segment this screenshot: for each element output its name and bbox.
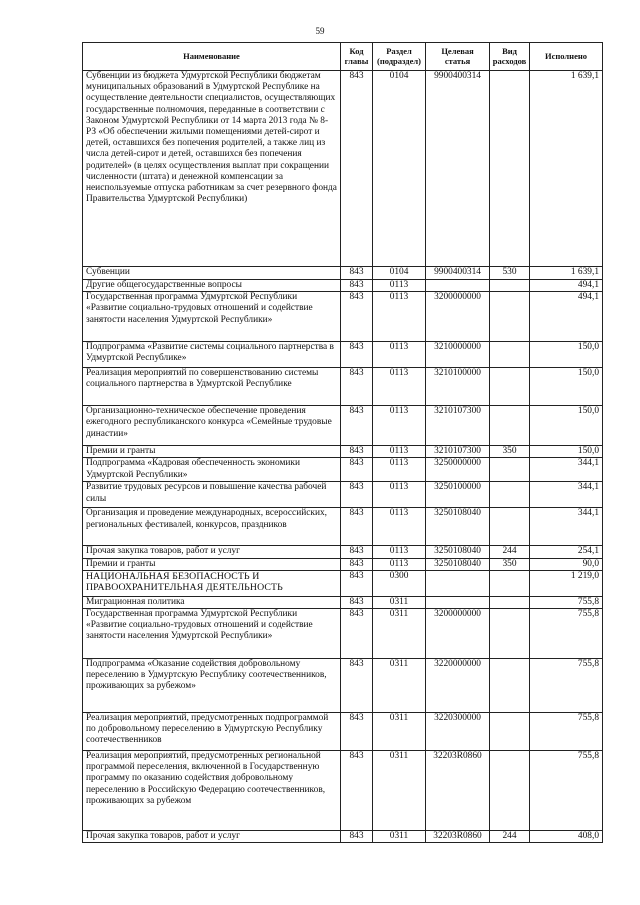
row-section: 0104 xyxy=(373,267,426,280)
row-expense-type: 350 xyxy=(490,446,530,458)
row-expense-type xyxy=(490,508,530,546)
row-chapter: 843 xyxy=(341,659,373,713)
table-row xyxy=(83,342,603,368)
table-row xyxy=(83,71,603,267)
row-total: 254,1 xyxy=(530,546,603,558)
table-header-row xyxy=(83,43,603,71)
row-section: 0311 xyxy=(373,713,426,751)
row-article: 3250100000 xyxy=(426,482,490,508)
row-article xyxy=(426,596,490,608)
table-row xyxy=(83,406,603,446)
header-expense-type: Вид расходов xyxy=(490,43,530,71)
row-total: 494,1 xyxy=(530,292,603,342)
row-name: Премии и гранты xyxy=(83,558,341,570)
row-chapter: 843 xyxy=(341,267,373,280)
row-name: Субвенции xyxy=(83,267,341,280)
row-article: 9900400314 xyxy=(426,267,490,280)
row-name: Развитие трудовых ресурсов и повышение качества рабочей силы xyxy=(83,482,341,508)
row-article: 3220300000 xyxy=(426,713,490,751)
row-article: 3220000000 xyxy=(426,659,490,713)
row-name: Реализация мероприятий, предусмотренных региональной программой переселения, включенной в Государственную программу по оказанию содействия добровольному переселению в Российскую Федерацию соотечественников, проживающих за рубежом xyxy=(83,751,341,831)
header-article: Целевая статья xyxy=(426,43,490,71)
row-section: 0113 xyxy=(373,558,426,570)
row-name: Миграционная политика xyxy=(83,596,341,608)
row-expense-type: 350 xyxy=(490,558,530,570)
row-expense-type xyxy=(490,458,530,482)
header-executed: Исполнено xyxy=(530,43,603,71)
page-number: 59 xyxy=(315,26,325,36)
row-expense-type xyxy=(490,570,530,596)
row-section: 0113 xyxy=(373,546,426,558)
row-name: Государственная программа Удмуртской Республики «Развитие социально-трудовых отношений и содействие занятости населения Удмуртской Республики» xyxy=(83,609,341,659)
row-total: 344,1 xyxy=(530,508,603,546)
table-row xyxy=(83,446,603,458)
row-chapter: 843 xyxy=(341,71,373,267)
header-chapter: Код главы xyxy=(341,43,373,71)
row-expense-type xyxy=(490,751,530,831)
table-row xyxy=(83,659,603,713)
row-total: 1 639,1 xyxy=(530,71,603,267)
row-name: Организационно-техническое обеспечение проведения ежегодного республиканского конкурса «Семейные трудовые династии» xyxy=(83,406,341,446)
row-section: 0311 xyxy=(373,659,426,713)
table-row xyxy=(83,508,603,546)
row-article: 3200000000 xyxy=(426,292,490,342)
row-total: 150,0 xyxy=(530,368,603,406)
row-article: 9900400314 xyxy=(426,71,490,267)
row-expense-type xyxy=(490,659,530,713)
row-name: Организация и проведение международных, всероссийских, региональных фестивалей, конкурсов, праздников xyxy=(83,508,341,546)
row-article: 3210000000 xyxy=(426,342,490,368)
row-name: Прочая закупка товаров, работ и услуг xyxy=(83,546,341,558)
row-chapter: 843 xyxy=(341,508,373,546)
row-article xyxy=(426,570,490,596)
row-article: 3210100000 xyxy=(426,368,490,406)
row-section: 0311 xyxy=(373,831,426,843)
row-expense-type xyxy=(490,342,530,368)
header-section: Раздел (подраздел) xyxy=(373,43,426,71)
row-section: 0311 xyxy=(373,609,426,659)
row-name: Премии и гранты xyxy=(83,446,341,458)
row-name: НАЦИОНАЛЬНАЯ БЕЗОПАСНОСТЬ И ПРАВООХРАНИТЕЛЬНАЯ ДЕЯТЕЛЬНОСТЬ xyxy=(83,570,341,596)
row-expense-type xyxy=(490,482,530,508)
table-row xyxy=(83,546,603,558)
row-expense-type: 244 xyxy=(490,546,530,558)
row-total: 150,0 xyxy=(530,342,603,368)
row-article: 3210107300 xyxy=(426,446,490,458)
row-chapter: 843 xyxy=(341,609,373,659)
row-chapter: 843 xyxy=(341,458,373,482)
table-row xyxy=(83,292,603,342)
row-section: 0311 xyxy=(373,751,426,831)
table-row xyxy=(83,609,603,659)
table-row xyxy=(83,596,603,608)
table-row xyxy=(83,368,603,406)
row-section: 0113 xyxy=(373,342,426,368)
row-expense-type xyxy=(490,368,530,406)
row-total: 494,1 xyxy=(530,280,603,292)
row-expense-type xyxy=(490,713,530,751)
row-expense-type xyxy=(490,596,530,608)
row-chapter: 843 xyxy=(341,713,373,751)
row-name: Прочая закупка товаров, работ и услуг xyxy=(83,831,341,843)
row-name: Подпрограмма «Развитие системы социального партнерства в Удмуртской Республике» xyxy=(83,342,341,368)
row-total: 755,8 xyxy=(530,596,603,608)
table-row xyxy=(83,713,603,751)
table-row xyxy=(83,482,603,508)
row-name: Реализация мероприятий, предусмотренных подпрограммой по добровольному переселению в Удмуртскую Республику соотечественников xyxy=(83,713,341,751)
row-expense-type xyxy=(490,292,530,342)
row-chapter: 843 xyxy=(341,368,373,406)
row-name: Подпрограмма «Оказание содействия добровольному переселению в Удмуртскую Республику соотечественников, проживающих за рубежом» xyxy=(83,659,341,713)
row-section: 0104 xyxy=(373,71,426,267)
row-total: 1 639,1 xyxy=(530,267,603,280)
row-section: 0113 xyxy=(373,482,426,508)
row-name: Подпрограмма «Кадровая обеспеченность экономики Удмуртской Республики» xyxy=(83,458,341,482)
row-expense-type xyxy=(490,71,530,267)
row-total: 755,8 xyxy=(530,609,603,659)
row-chapter: 843 xyxy=(341,482,373,508)
table-row xyxy=(83,458,603,482)
row-section: 0113 xyxy=(373,406,426,446)
table-row xyxy=(83,558,603,570)
row-total: 1 219,0 xyxy=(530,570,603,596)
row-article: 3250000000 xyxy=(426,458,490,482)
row-chapter: 843 xyxy=(341,406,373,446)
row-article: 3200000000 xyxy=(426,609,490,659)
row-chapter: 843 xyxy=(341,342,373,368)
row-name: Другие общегосударственные вопросы xyxy=(83,280,341,292)
row-chapter: 843 xyxy=(341,558,373,570)
table-row xyxy=(83,751,603,831)
table-row xyxy=(83,570,603,596)
table-row xyxy=(83,831,603,843)
row-article: 32203R0860 xyxy=(426,751,490,831)
row-chapter: 843 xyxy=(341,570,373,596)
row-section: 0311 xyxy=(373,596,426,608)
row-expense-type xyxy=(490,609,530,659)
row-section: 0113 xyxy=(373,508,426,546)
row-total: 150,0 xyxy=(530,406,603,446)
budget-table xyxy=(82,42,603,843)
table-row xyxy=(83,280,603,292)
row-name: Государственная программа Удмуртской Республики «Развитие социально-трудовых отношений и содействие занятости населения Удмуртской Республики» xyxy=(83,292,341,342)
row-total: 344,1 xyxy=(530,458,603,482)
row-chapter: 843 xyxy=(341,546,373,558)
row-chapter: 843 xyxy=(341,831,373,843)
row-article xyxy=(426,280,490,292)
row-expense-type: 530 xyxy=(490,267,530,280)
row-expense-type xyxy=(490,280,530,292)
row-expense-type xyxy=(490,406,530,446)
row-chapter: 843 xyxy=(341,446,373,458)
row-name: Субвенции из бюджета Удмуртской Республики бюджетам муниципальных образований в Удмуртской Республике на осуществление деятельности специалистов, осуществляющих государственные полномочия, переданные в соответствии с Законом Удмуртской Республики от 14 марта 2013 года № 8-РЗ «Об обеспечении жилыми помещениями детей-сирот и детей, оставшихся без попечения родителей, а также лиц из числа детей-сирот и детей, оставшихся без попечения родителей» (в целях осуществления выплат при сокращении численности (штата) и денежной компенсации за неиспользуемые отпуска работникам за счет резервного фонда Правительства Удмуртской Республики) xyxy=(83,71,341,267)
row-section: 0113 xyxy=(373,446,426,458)
row-chapter: 843 xyxy=(341,292,373,342)
row-section: 0300 xyxy=(373,570,426,596)
row-section: 0113 xyxy=(373,458,426,482)
row-chapter: 843 xyxy=(341,596,373,608)
row-section: 0113 xyxy=(373,368,426,406)
row-section: 0113 xyxy=(373,292,426,342)
row-total: 755,8 xyxy=(530,713,603,751)
row-article: 3250108040 xyxy=(426,558,490,570)
row-article: 32203R0860 xyxy=(426,831,490,843)
row-total: 755,8 xyxy=(530,659,603,713)
row-total: 90,0 xyxy=(530,558,603,570)
row-article: 3250108040 xyxy=(426,508,490,546)
row-total: 755,8 xyxy=(530,751,603,831)
row-chapter: 843 xyxy=(341,280,373,292)
row-total: 150,0 xyxy=(530,446,603,458)
row-total: 344,1 xyxy=(530,482,603,508)
row-chapter: 843 xyxy=(341,751,373,831)
row-article: 3250108040 xyxy=(426,546,490,558)
table-row xyxy=(83,267,603,280)
header-name: Наименование xyxy=(83,43,341,71)
row-article: 3210107300 xyxy=(426,406,490,446)
row-name: Реализация мероприятий по совершенствованию системы социального партнерства в Удмуртской Республике xyxy=(83,368,341,406)
row-section: 0113 xyxy=(373,280,426,292)
row-total: 408,0 xyxy=(530,831,603,843)
row-expense-type: 244 xyxy=(490,831,530,843)
